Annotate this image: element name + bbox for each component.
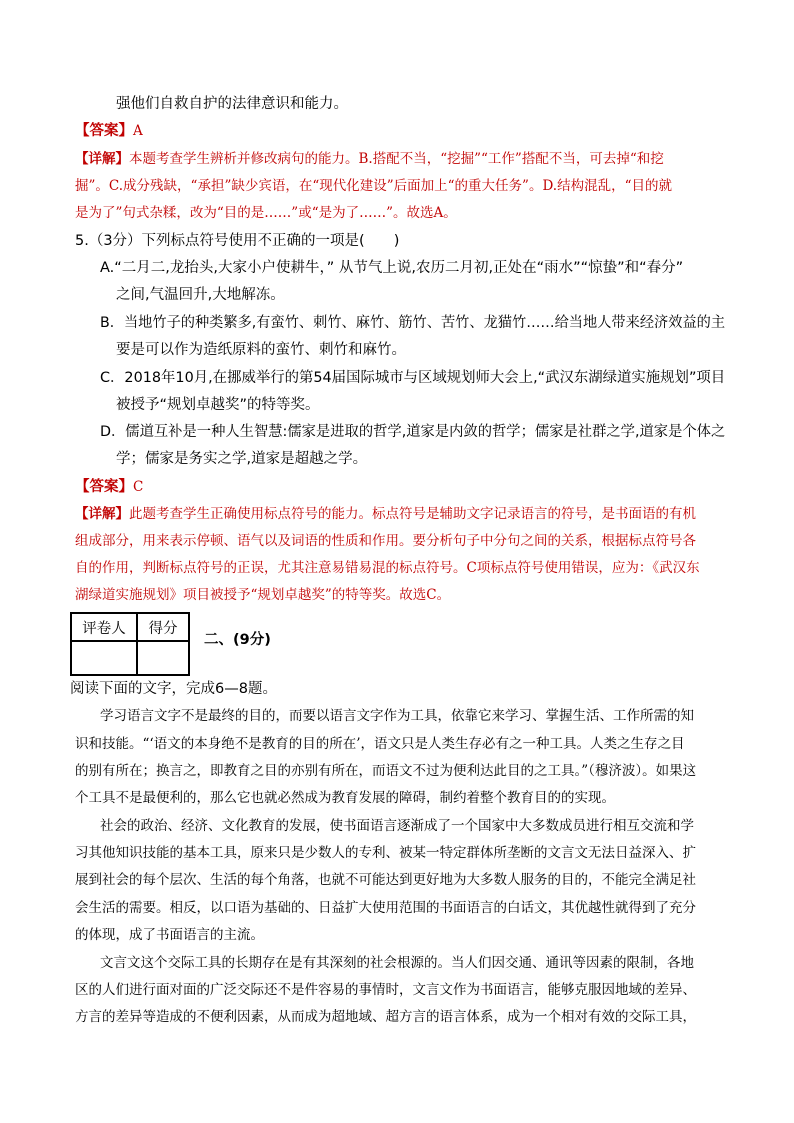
grader-header: 评卷人	[71, 613, 137, 641]
q5-detail-line-3: 自的作用，判断标点符号的正误，尤其注意易错易混的标点符号。C项标点符号使用错误，应为：《武汉东	[75, 560, 700, 576]
passage-line-4: 个工具不是最便利的，那么它也就必然成为教育发展的障碍，制约着整个教育目的的实现。	[75, 790, 615, 806]
q5-detail-line-4: 湖绿道实施规划》项目被授予“规划卓越奖”的特等奖。故选C。	[75, 587, 451, 603]
q5-option-b-line-2: 要是可以作为造纸原料的蛮竹、刺竹和麻竹。	[116, 342, 406, 358]
q5-answer	[75, 478, 143, 496]
passage-line-5: 社会的政治、经济、文化教育的发展，使书面语言逐渐成了一个国家中大多数成员进行相互交流和学	[100, 818, 694, 834]
q4-detail-line-3: 是为了”句式杂糅，改为“目的是……”或“是为了……”。故选A。	[75, 205, 457, 221]
passage-line-9: 的体现，成了书面语言的主流。	[75, 927, 264, 943]
grader-cell	[71, 641, 137, 675]
q5-option-d-line-2: 学；儒家是务实之学,道家是超越之学。	[116, 451, 368, 467]
q4-detail-line-1: 【详解】本题考查学生辨析并修改病句的能力。B.搭配不当，“挖掘”“工作”搭配不当，可去掉“和挖	[75, 151, 664, 167]
q5-option-b-line-1: B．当地竹子的种类繁多,有蛮竹、刺竹、麻竹、筋竹、苦竹、龙猫竹……给当地人带来经济效益的主	[100, 315, 726, 331]
answer-label: 【答案】	[75, 479, 133, 495]
answer-value: C	[133, 479, 144, 495]
passage-line-11: 区的人们进行面对面的广泛交际还不是件容易的事情时，文言文作为书面语言，能够克服因地域的差异、	[75, 982, 696, 998]
passage-line-7: 展到社会的每个层次、生活的每个角落，也就不可能达到更好地为大多数人服务的目的，不能完全满足社	[75, 872, 696, 888]
passage-line-2: 识和技能。“‘语文的本身绝不是教育的目的所在’，语文只是人类生存必有之一种工具。人类之生存之目	[75, 736, 685, 752]
passage-line-3: 的别有所在；换言之，即教育之目的亦别有所在，而语文不过为便利达此目的之工具。”（穆济波）。如果这	[75, 763, 697, 779]
q5-option-a-line-1: A.“二月二,龙抬头,大家小户使耕牛，” 从节气上说,农历二月初,正处在“雨水”“惊蛰”和“春分”	[100, 260, 684, 276]
q5-detail-line-2: 组成部分，用来表示停顿、语气以及词语的性质和作用。要分析句子中分句之间的关系，根据标点符号各	[75, 533, 696, 549]
q5-option-c-line-2: 被授予“规划卓越奖”的特等奖。	[116, 397, 320, 413]
passage-line-10: 文言文这个交际工具的长期存在是有其深刻的社会根源的。当人们因交通、通讯等因素的限制，各地	[100, 955, 694, 971]
passage-line-8: 会生活的需要。相反，以口语为基础的、日益扩大使用范围的书面语言的白话文，其优越性就得到了充分	[75, 900, 696, 916]
q5-option-a-line-2: 之间,气温回升,大地解冻。	[116, 287, 285, 303]
answer-value: A	[133, 123, 143, 139]
passage-line-6: 习其他知识技能的基本工具，原来只是少数人的专利、被某一特定群体所垄断的文言文无法日益深入、扩	[75, 845, 696, 861]
q4-answer	[75, 122, 143, 140]
q5-option-c-line-1: C．2018年10月,在挪威举行的第54届国际城市与区域规划师大会上,“武汉东湖绿道实施规划”项目	[100, 370, 726, 386]
passage-line-12: 方言的差异等造成的不便利因素，从而成为超地域、超方言的语言体系，成为一个相对有效的交际工具，	[75, 1009, 696, 1025]
passage-line-1: 学习语言文字不是最终的目的，而要以语言文字作为工具，依靠它来学习、掌握生活、工作所需的知	[100, 708, 694, 724]
score-header: 得分	[137, 613, 189, 641]
answer-label: 【答案】	[75, 123, 133, 139]
detail-label: 【详解】	[75, 506, 129, 522]
q4-text-tail: 强他们自救自护的法律意识和能力。	[116, 96, 348, 112]
q5-stem: 5.（3分）下列标点符号使用不正确的一项是( )	[75, 233, 400, 249]
q5-option-d-line-1: D．儒道互补是一种人生智慧:儒家是进取的哲学,道家是内敛的哲学；儒家是社群之学,道家是个体之	[100, 424, 726, 440]
grading-table	[70, 612, 190, 676]
q4-detail-line-2: 掘”。C.成分残缺，“承担”缺少宾语，在“现代化建设”后面加上“的重大任务”。D.结构混乱，“目的就	[75, 178, 672, 194]
section-2-title: 二、(9分)	[204, 632, 271, 648]
q5-detail-line-1: 【详解】此题考查学生正确使用标点符号的能力。标点符号是辅助文字记录语言的符号，是书面语的有机	[75, 506, 696, 522]
detail-label: 【详解】	[75, 151, 129, 167]
reading-instruction: 阅读下面的文字，完成6—8题。	[70, 681, 277, 697]
score-cell	[137, 641, 189, 675]
